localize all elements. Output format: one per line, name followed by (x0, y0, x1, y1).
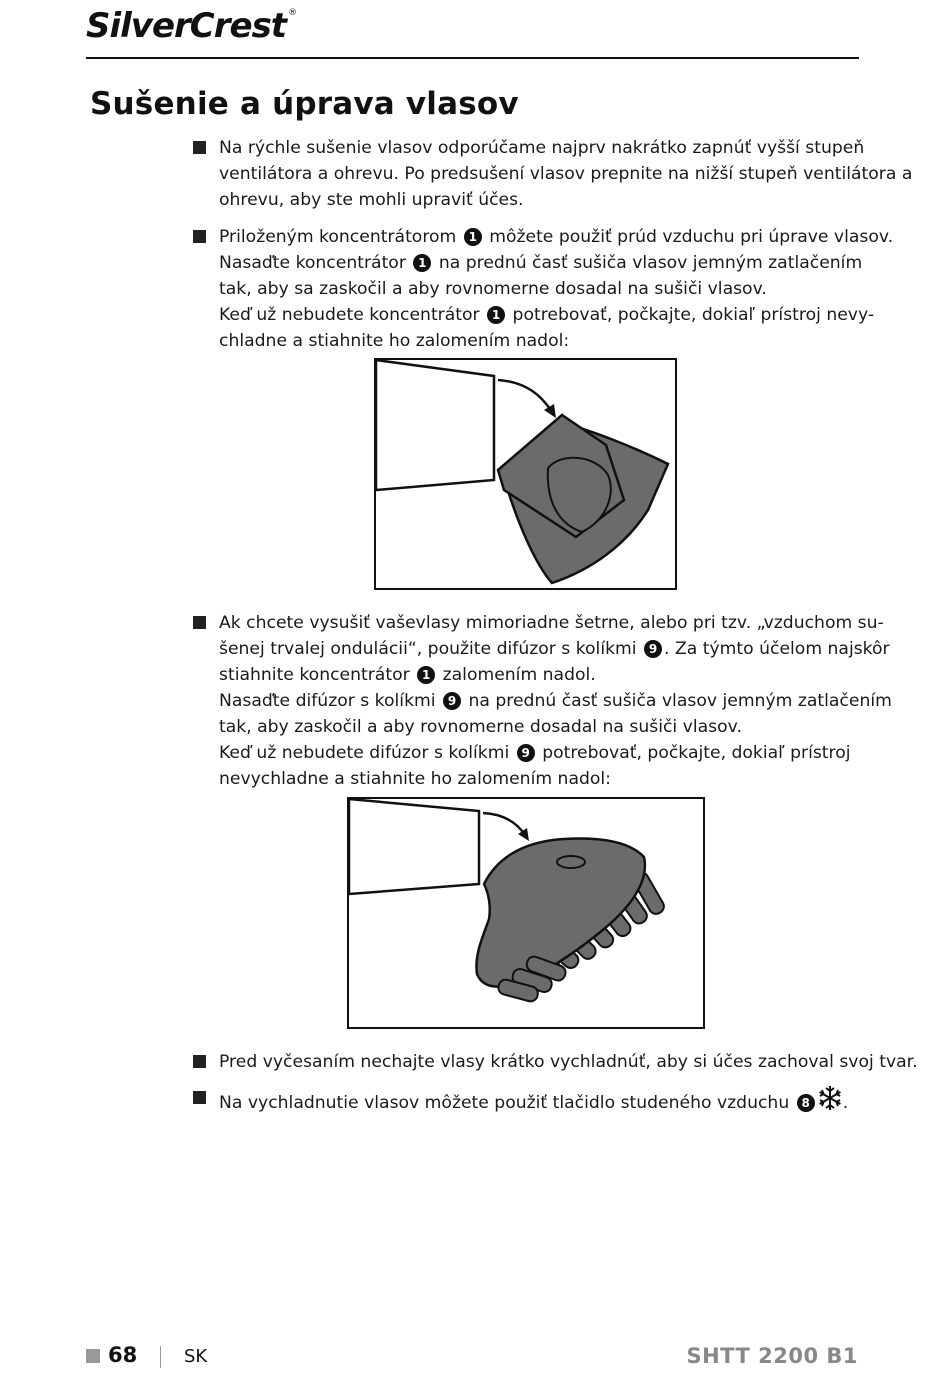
paragraph-1 (219, 135, 913, 213)
text-line: Na rýchle sušenie vlasov odporúčame najprv nakrátko zapnúť vyšší stupeň (219, 138, 865, 158)
arrow-line (483, 813, 525, 835)
text-segment: potrebovať, počkajte, dokiaľ prístroj (542, 743, 851, 763)
diffuser-vent (557, 856, 585, 868)
bullet-marker (193, 141, 206, 154)
diffuser-drawing (349, 799, 702, 1026)
arrow-line (498, 380, 552, 412)
text-line: Pred vyčesaním nechajte vlasy krátko vychladnúť, aby si účes zachoval svoj tvar. (219, 1052, 918, 1072)
snowflake-icon (817, 1085, 843, 1119)
footer-marker (86, 1349, 100, 1363)
ref-number-9: 9 (517, 744, 535, 762)
arrow-head (544, 404, 556, 418)
ref-number-1: 1 (487, 306, 505, 324)
text-line: tak, aby zaskočil a aby rovnomerne dosadal na sušiči vlasov. (219, 717, 742, 737)
text-segment: Priloženým koncentrátorom (219, 227, 457, 247)
text-line: Ak chcete vysušiť vaševlasy mimoriadne šetrne, alebo pri tzv. „vzduchom su- (219, 613, 884, 633)
text-segment: . Za týmto účelom najskôr (664, 639, 890, 659)
text-segment: potrebovať, počkajte, dokiaľ prístroj nevy- (512, 305, 875, 325)
text-segment: stiahnite koncentrátor (219, 665, 410, 685)
text-segment: Keď už nebudete koncentrátor (219, 305, 480, 325)
text-line: chladne a stiahnite ho zalomením nadol: (219, 331, 570, 351)
page-title: Sušenie a úprava vlasov (90, 86, 519, 122)
model-number: SHTT 2200 B1 (686, 1344, 858, 1368)
page-number: 68 (108, 1343, 138, 1367)
ref-number-9: 9 (644, 640, 662, 658)
paragraph-3 (219, 610, 892, 792)
bullet-marker (193, 616, 206, 629)
diffuser-illustration (347, 797, 705, 1029)
ref-number-1: 1 (417, 666, 435, 684)
text-segment: môžete použiť prúd vzduchu pri úprave vlasov. (489, 227, 894, 247)
text-segment: Keď už nebudete difúzor s kolíkmi (219, 743, 510, 763)
bullet-marker (193, 1091, 206, 1104)
bullet-marker (193, 230, 206, 243)
brand-logo: SilverCrest ® (86, 6, 297, 46)
text-segment: Nasaďte koncentrátor (219, 253, 406, 273)
concentrator-drawing (376, 360, 674, 587)
dryer-nozzle (349, 799, 479, 894)
language-code: SK (184, 1346, 208, 1367)
ref-number-9: 9 (443, 692, 461, 710)
text-line: nevychladne a stiahnite ho zalomením nadol: (219, 769, 611, 789)
dryer-nozzle (376, 360, 494, 490)
text-segment: na prednú časť sušiča vlasov jemným zatlačením (468, 691, 892, 711)
text-segment: zalomením nadol. (442, 665, 596, 685)
paragraph-4 (219, 1049, 918, 1075)
text-segment: Na vychladnutie vlasov môžete použiť tlačidlo studeného vzduchu (219, 1093, 790, 1113)
ref-number-8: 8 (797, 1094, 815, 1112)
text-segment: Nasaďte difúzor s kolíkmi (219, 691, 436, 711)
header-rule (86, 57, 859, 59)
text-line: ventilátora a ohrevu. Po predsušení vlasov prepnite na nižší stupeň ventilátora a (219, 164, 913, 184)
text-segment: šenej trvalej ondulácii“, použite difúzor s kolíkmi (219, 639, 637, 659)
footer-divider (160, 1346, 161, 1368)
text-line: tak, aby sa zaskočil a aby rovnomerne dosadal na sušiči vlasov. (219, 279, 767, 299)
paragraph-2 (219, 224, 894, 354)
text-segment: na prednú časť sušiča vlasov jemným zatlačením (438, 253, 863, 273)
ref-number-1: 1 (413, 254, 431, 272)
text-segment: . (842, 1093, 849, 1113)
bullet-marker (193, 1055, 206, 1068)
concentrator-illustration (374, 358, 677, 590)
text-line: ohrevu, aby ste mohli upraviť účes. (219, 190, 524, 210)
ref-number-1: 1 (464, 228, 482, 246)
paragraph-5 (219, 1085, 869, 1119)
